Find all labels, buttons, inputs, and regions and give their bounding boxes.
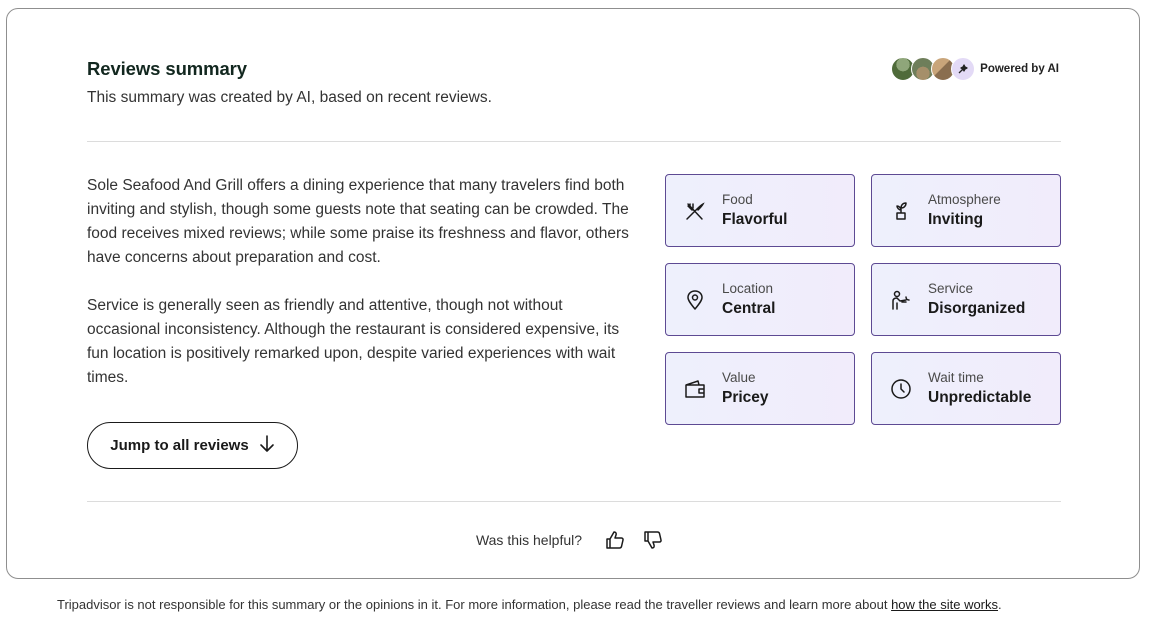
tile-value: Inviting xyxy=(928,211,984,228)
jump-button-label: Jump to all reviews xyxy=(110,437,249,454)
location-pin-icon xyxy=(684,289,706,311)
tile-value: Unpredictable xyxy=(928,389,1032,406)
feedback-row xyxy=(7,529,1141,551)
tile-wait-time xyxy=(871,352,1061,425)
service-icon xyxy=(890,289,912,311)
tile-label: Food xyxy=(722,192,753,207)
powered-by-label: Powered by AI xyxy=(980,63,1059,75)
tile-atmosphere xyxy=(871,174,1061,247)
how-site-works-link[interactable]: how the site works xyxy=(891,597,999,612)
divider xyxy=(87,501,1061,502)
fork-knife-icon xyxy=(684,200,706,222)
reviews-summary-card xyxy=(6,8,1140,579)
wallet-icon xyxy=(684,378,706,400)
summary-subtitle: This summary was created by AI, based on recent reviews. xyxy=(87,89,492,106)
thumbs-down-icon[interactable] xyxy=(642,529,664,551)
tile-value: Flavorful xyxy=(722,211,788,228)
tile-label: Atmosphere xyxy=(928,192,1001,207)
tile-label: Wait time xyxy=(928,370,984,385)
tile-service xyxy=(871,263,1061,336)
tile-location xyxy=(665,263,855,336)
tile-value: Pricey xyxy=(722,389,769,406)
arrow-down-icon xyxy=(259,435,275,457)
tile-food xyxy=(665,174,855,247)
attribute-tiles xyxy=(665,174,1061,425)
summary-title: Reviews summary xyxy=(87,58,247,79)
tile-label: Location xyxy=(722,281,774,296)
disclaimer-end: . xyxy=(998,597,1002,612)
tile-value: Central xyxy=(722,300,776,317)
plant-icon xyxy=(890,200,912,222)
clock-icon xyxy=(890,378,912,400)
tile-value xyxy=(665,352,855,425)
jump-to-all-reviews-button[interactable] xyxy=(87,422,298,469)
summary-paragraph: Sole Seafood And Grill offers a dining experience that many travelers find both inviting and stylish, though some guests note that seating can be crowded. The food receives mixed reviews; while some praise its freshness and flavor, others have concerns about preparation and cost. xyxy=(87,177,629,266)
reviewer-avatars xyxy=(891,57,975,81)
ai-sparkle-icon xyxy=(951,57,975,81)
tile-label: Service xyxy=(928,281,974,296)
divider xyxy=(87,141,1061,142)
tile-label: Value xyxy=(722,370,756,385)
disclaimer-text: Tripadvisor is not responsible for this summary or the opinions in it. For more information, please read the traveller reviews and learn more about xyxy=(57,597,892,612)
disclaimer xyxy=(57,597,1002,612)
helpful-question: Was this helpful? xyxy=(475,532,583,548)
tile-value: Disorganized xyxy=(928,300,1026,317)
summary-paragraph: Service is generally seen as friendly and attentive, though not without occasional inconsistency. Although the restaurant is considered expensive, its fun location is positively remarked upon, despite varied experiences with wait times. xyxy=(87,297,620,386)
thumbs-up-icon[interactable] xyxy=(604,529,626,551)
powered-by-ai-badge xyxy=(891,57,1059,81)
